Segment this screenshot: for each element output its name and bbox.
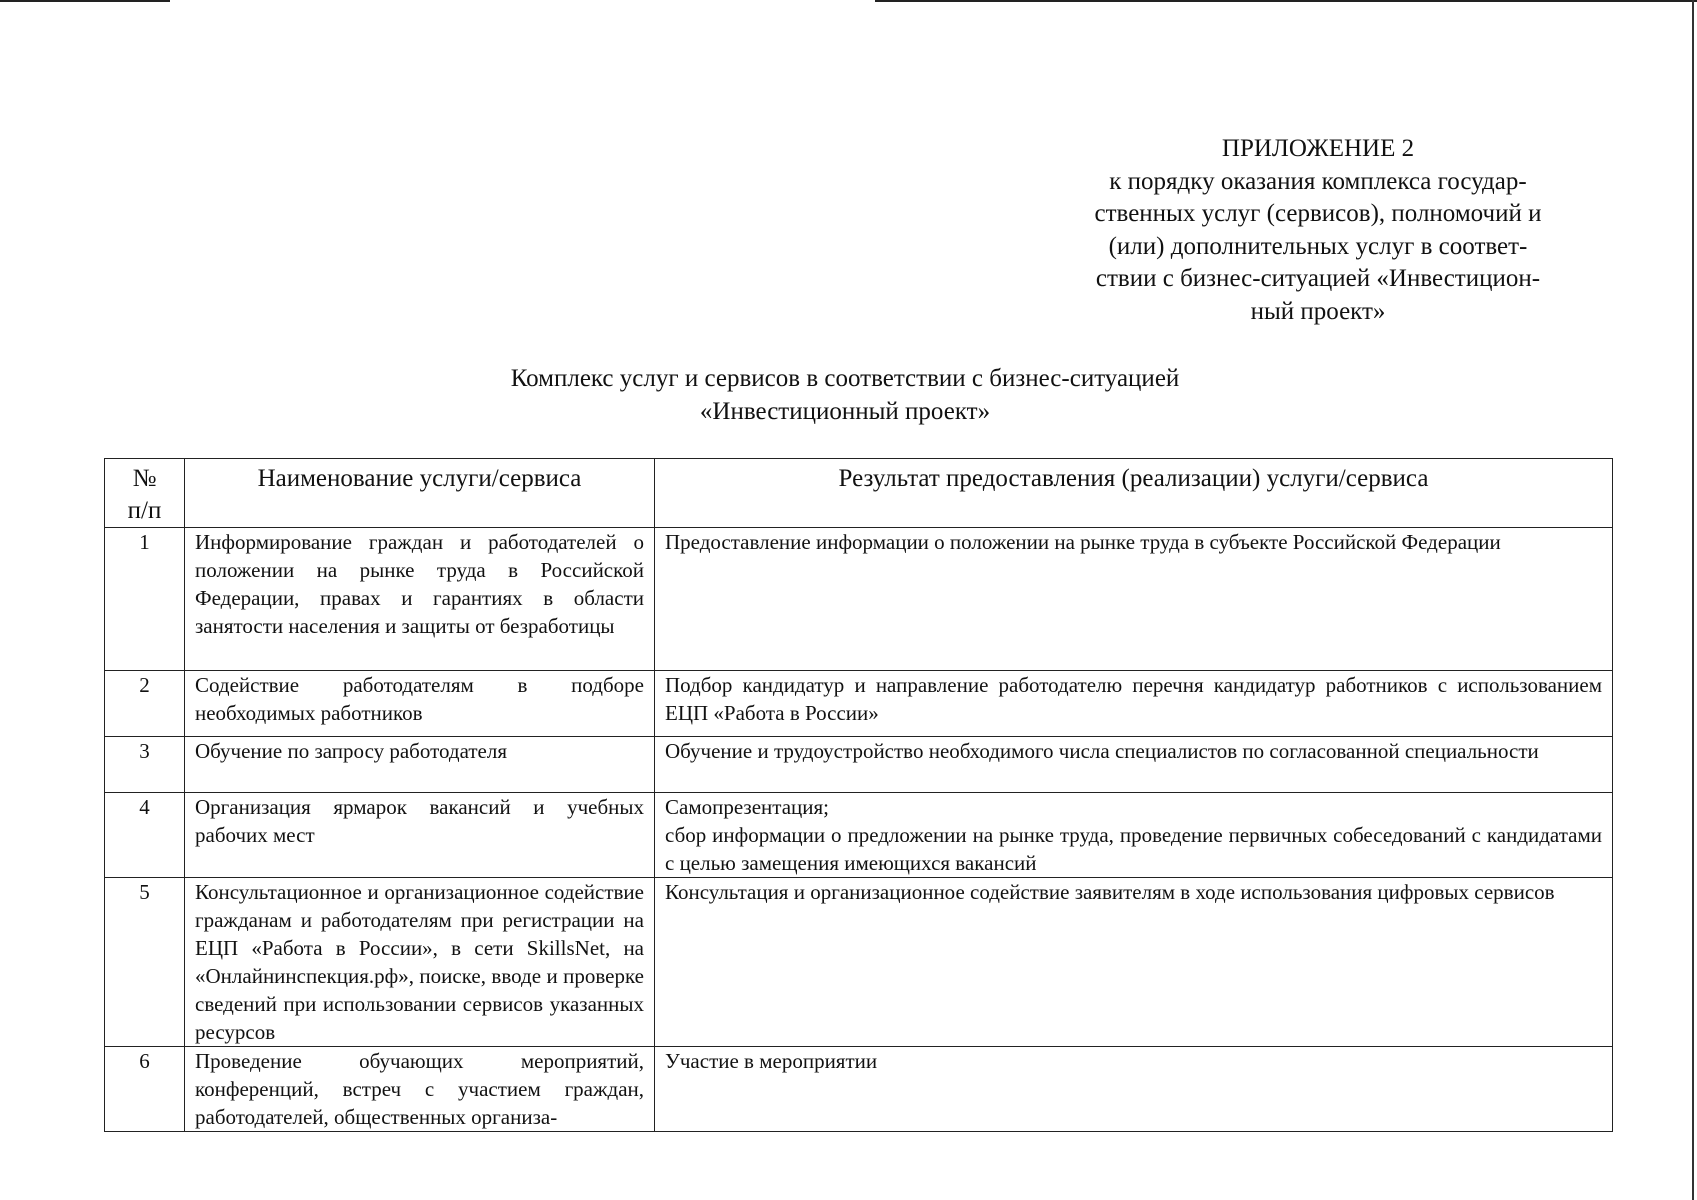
document-title xyxy=(340,362,1350,428)
service-result xyxy=(655,878,1613,1047)
row-number: 3 xyxy=(105,737,185,793)
scan-edge-top-left xyxy=(0,0,170,2)
service-result xyxy=(655,528,1613,671)
table-row xyxy=(105,671,1613,737)
row-number: 2 xyxy=(105,671,185,737)
appendix-line: ный проект» xyxy=(1250,297,1386,325)
result-line: Обучение и трудоустройство необходимого числа специалистов по согласованной специальности xyxy=(665,739,1539,763)
service-name: Обучение по запросу работодателя xyxy=(185,737,655,793)
service-name: Проведение обучающих мероприятий, конференций, встреч с участием граждан, работодателей, общественных организа- xyxy=(185,1047,655,1132)
services-table xyxy=(104,458,1613,1132)
scan-edge-right xyxy=(1692,0,1694,1200)
table-row xyxy=(105,878,1613,1047)
result-line: Консультация и организационное содействие заявителям в ходе использования цифровых сервисов xyxy=(665,880,1555,904)
service-name: Консультационное и организационное содействие гражданам и работодателям при регистрации на ЕЦП «Работа в России», в сети SkillsNet, на «Онлайнинспекция.рф», поиске, вводе и проверке сведений при использовании сервисов указанных ресурсов xyxy=(185,878,655,1047)
appendix-line: к порядку оказания комплекса государ- xyxy=(1109,167,1527,195)
result-line: Предоставление информации о положении на рынке труда в субъекте Российской Федерации xyxy=(665,530,1501,554)
service-result xyxy=(655,671,1613,737)
table-row xyxy=(105,737,1613,793)
table-row xyxy=(105,793,1613,878)
service-name: Организация ярмарок вакансий и учебных рабочих мест xyxy=(185,793,655,878)
result-line: Участие в мероприятии xyxy=(665,1049,878,1073)
header-number xyxy=(105,459,185,528)
row-number: 1 xyxy=(105,528,185,671)
service-result xyxy=(655,793,1613,878)
row-number: 4 xyxy=(105,793,185,878)
row-number: 6 xyxy=(105,1047,185,1132)
result-line: сбор информации о предложении на рынке труда, проведение первичных собеседований с кандидатами с целью замещения имеющихся вакансий xyxy=(665,823,1602,875)
header-service-name: Наименование услуги/сервиса xyxy=(185,459,655,528)
appendix-header xyxy=(1058,133,1578,328)
appendix-line: ственных услуг (сервисов), полномочий и xyxy=(1094,200,1542,227)
header-number-abbr: п/п xyxy=(127,497,162,524)
header-number-symbol: № xyxy=(132,465,157,492)
table-row xyxy=(105,528,1613,671)
service-result xyxy=(655,1047,1613,1132)
document-title-line-1: Комплекс услуг и сервисов в соответствии с бизнес-ситуацией xyxy=(510,365,1180,392)
appendix-line: (или) дополнительных услуг в соответ- xyxy=(1108,232,1528,260)
appendix-title: ПРИЛОЖЕНИЕ 2 xyxy=(1221,135,1415,162)
row-number: 5 xyxy=(105,878,185,1047)
service-result xyxy=(655,737,1613,793)
header-result: Результат предоставления (реализации) услуги/сервиса xyxy=(655,459,1613,528)
appendix-line: ствии с бизнес-ситуацией «Инвестицион- xyxy=(1095,265,1541,292)
document-title-line-2: «Инвестиционный проект» xyxy=(699,398,991,425)
service-name: Информирование граждан и работодателей о положении на рынке труда в Российской Федерации, правах и гарантиях в области занятости населения и защиты от безработицы xyxy=(185,528,655,671)
service-name: Содействие работодателям в подборе необходимых работников xyxy=(185,671,655,737)
table-row xyxy=(105,1047,1613,1132)
scan-edge-top-right xyxy=(875,0,1697,2)
result-line: Подбор кандидатур и направление работодателю перечня кандидатур работников с использованием ЕЦП «Работа в России» xyxy=(665,673,1602,725)
table-header-row xyxy=(105,459,1613,528)
result-line: Самопрезентация; xyxy=(665,795,830,819)
